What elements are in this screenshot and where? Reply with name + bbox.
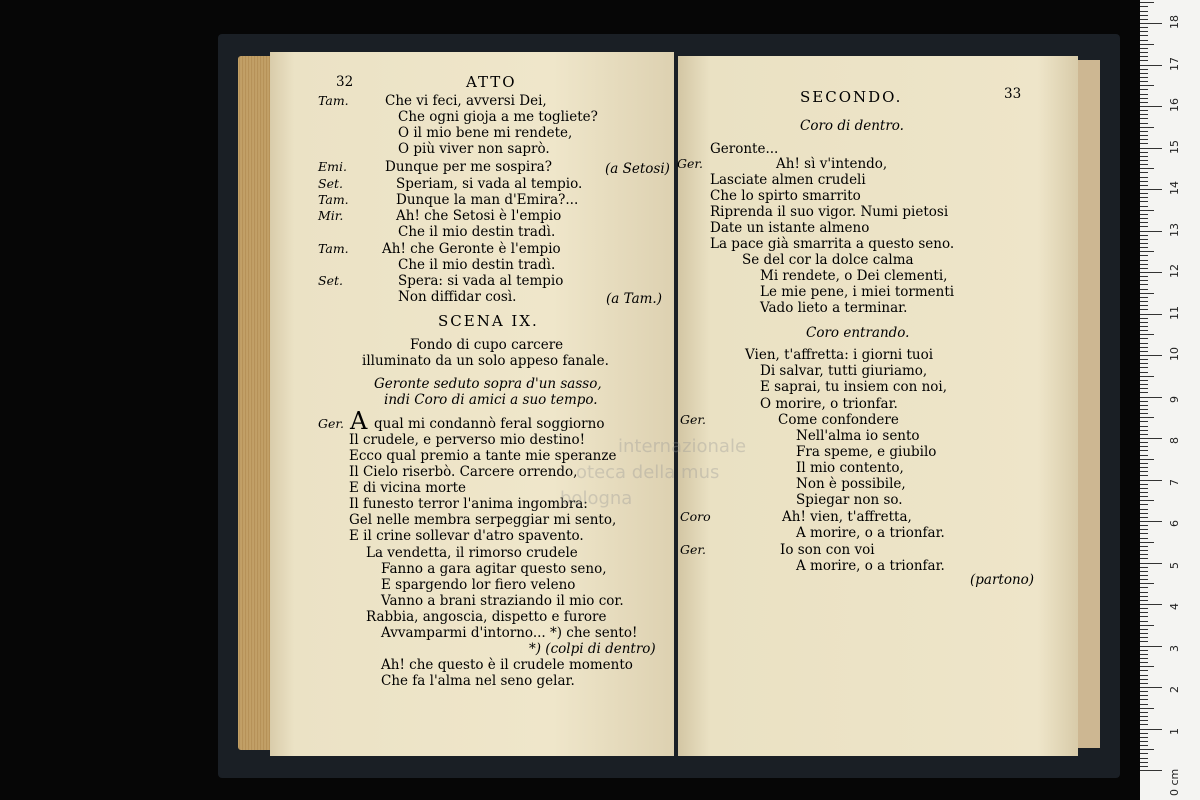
watermark-text: bologna xyxy=(560,488,633,509)
ruler-tick xyxy=(1140,363,1148,364)
speaker-label: Tam. xyxy=(318,192,349,207)
ruler-tick xyxy=(1140,322,1148,323)
ruler-tick xyxy=(1140,384,1148,385)
ruler-tick xyxy=(1140,139,1148,140)
verse-line: Rabbia, angoscia, dispetto e furore xyxy=(366,609,607,625)
ruler-tick xyxy=(1140,280,1148,281)
ruler-tick xyxy=(1140,629,1148,630)
ruler-tick xyxy=(1140,85,1154,86)
verse-line: Non diffidar così. xyxy=(398,289,517,305)
ruler-tick xyxy=(1140,318,1148,319)
ruler-tick xyxy=(1140,430,1148,431)
verse-line: Che lo spirto smarrito xyxy=(710,188,861,204)
ruler-tick xyxy=(1140,143,1148,144)
ruler-tick xyxy=(1140,567,1148,568)
ruler-tick xyxy=(1140,110,1148,111)
ruler-tick xyxy=(1140,679,1148,680)
ruler-tick xyxy=(1140,426,1148,427)
ruler-tick xyxy=(1140,380,1148,381)
stage-direction: (a Tam.) xyxy=(606,291,662,307)
ruler-tick xyxy=(1140,272,1162,273)
drop-cap: A xyxy=(350,407,368,435)
ruler-tick xyxy=(1140,231,1162,232)
ruler-tick xyxy=(1140,247,1148,248)
verse-line: Non è possibile, xyxy=(796,476,906,492)
ruler-tick xyxy=(1140,691,1148,692)
right-page-edge xyxy=(1076,60,1100,748)
ruler-tick xyxy=(1140,276,1148,277)
ruler-tick xyxy=(1140,181,1148,182)
ruler-label: 2 xyxy=(1168,686,1181,693)
verse-line: Ah! sì v'intendo, xyxy=(776,156,888,172)
ruler-tick xyxy=(1140,255,1148,256)
ruler-tick xyxy=(1140,770,1162,771)
ruler-tick xyxy=(1140,450,1148,451)
ruler-label: 18 xyxy=(1168,15,1181,29)
ruler-tick xyxy=(1140,148,1162,149)
ruler-tick xyxy=(1140,525,1148,526)
verse-line: Il crudele, e perverso mio destino! xyxy=(349,432,586,448)
ruler-label: 0 cm xyxy=(1168,768,1181,796)
verse-line: Che vi feci, avversi Dei, xyxy=(385,93,547,109)
ruler-tick xyxy=(1140,114,1148,115)
speaker-label: Ger. xyxy=(677,156,703,171)
ruler-tick xyxy=(1140,733,1148,734)
speaker-label: Ger. xyxy=(680,412,706,427)
ruler-tick xyxy=(1140,264,1148,265)
verse-line: Che il mio destin tradì. xyxy=(398,257,556,273)
verse-line: E il crine sollevar d'atro spavento. xyxy=(349,528,584,544)
ruler-tick xyxy=(1140,260,1148,261)
verse-line: O più viver non saprò. xyxy=(398,141,550,157)
ruler-tick xyxy=(1140,641,1148,642)
verse-line: Mi rendete, o Dei clementi, xyxy=(760,268,948,284)
ruler-tick xyxy=(1140,235,1148,236)
ruler-tick xyxy=(1140,48,1148,49)
ruler-tick xyxy=(1140,563,1162,564)
verse-line: Gel nelle membra serpeggiar mi sento, xyxy=(349,512,617,528)
stage-direction-line: indi Coro di amici a suo tempo. xyxy=(384,392,598,408)
verse-line: Vanno a brani straziando il mio cor. xyxy=(381,593,624,609)
measuring-ruler xyxy=(1140,0,1200,800)
ruler-tick xyxy=(1140,654,1148,655)
ruler-tick xyxy=(1140,106,1162,107)
verse-line: Le mie pene, i miei tormenti xyxy=(760,284,955,300)
verse-line: La pace già smarrita a questo seno. xyxy=(710,236,955,252)
ruler-tick xyxy=(1140,675,1148,676)
ruler-tick xyxy=(1140,214,1148,215)
ruler-tick xyxy=(1140,301,1148,302)
ruler-tick xyxy=(1140,438,1162,439)
ruler-tick xyxy=(1140,646,1162,647)
ruler-tick xyxy=(1140,554,1148,555)
ruler-tick xyxy=(1140,504,1148,505)
ruler-tick xyxy=(1140,81,1148,82)
ruler-tick xyxy=(1140,409,1148,410)
ruler-tick xyxy=(1140,401,1148,402)
ruler-tick xyxy=(1140,19,1148,20)
ruler-tick xyxy=(1140,193,1148,194)
ruler-tick xyxy=(1140,152,1148,153)
stage-direction: Coro di dentro. xyxy=(800,118,904,134)
ruler-tick xyxy=(1140,704,1148,705)
ruler-tick xyxy=(1140,127,1154,128)
stage-direction: (partono) xyxy=(970,572,1035,588)
ruler-tick xyxy=(1140,351,1148,352)
page-header-atto: ATTO xyxy=(466,73,517,91)
verse-line: Speriam, si vada al tempio. xyxy=(396,176,583,192)
ruler-tick xyxy=(1140,529,1148,530)
ruler-tick xyxy=(1140,98,1148,99)
ruler-tick xyxy=(1140,69,1148,70)
stage-direction: Coro entrando. xyxy=(806,325,910,341)
ruler-tick xyxy=(1140,637,1148,638)
ruler-tick xyxy=(1140,226,1148,227)
ruler-tick xyxy=(1140,197,1148,198)
ruler-tick xyxy=(1140,65,1162,66)
verse-line: Che fa l'alma nel seno gelar. xyxy=(381,673,575,689)
ruler-tick xyxy=(1140,575,1148,576)
ruler-tick xyxy=(1140,550,1148,551)
ruler-label: 17 xyxy=(1168,56,1181,71)
verse-line: Riprenda il suo vigor. Numi pietosi xyxy=(710,204,949,220)
ruler-tick xyxy=(1140,94,1148,95)
ruler-tick xyxy=(1140,367,1148,368)
ruler-tick xyxy=(1140,488,1148,489)
ruler-tick xyxy=(1140,608,1148,609)
ruler-tick xyxy=(1140,766,1148,767)
ruler-tick xyxy=(1140,309,1148,310)
ruler-tick xyxy=(1140,621,1148,622)
ruler-tick xyxy=(1140,596,1148,597)
ruler-tick xyxy=(1140,218,1148,219)
ruler-tick xyxy=(1140,172,1148,173)
verse-line: Lasciate almen crudeli xyxy=(710,172,866,188)
speaker-label: Mir. xyxy=(318,208,344,223)
ruler-tick xyxy=(1140,347,1148,348)
ruler-tick xyxy=(1140,397,1162,398)
ruler-tick xyxy=(1140,509,1148,510)
ruler-tick xyxy=(1140,484,1148,485)
ruler-tick xyxy=(1140,222,1148,223)
ruler-tick xyxy=(1140,6,1148,7)
ruler-tick xyxy=(1140,716,1148,717)
ruler-tick xyxy=(1140,297,1148,298)
ruler-tick xyxy=(1140,185,1148,186)
verse-line: Dunque la man d'Emira?... xyxy=(396,192,579,208)
ruler-tick xyxy=(1140,658,1148,659)
ruler-tick xyxy=(1140,388,1148,389)
ruler-tick xyxy=(1140,712,1148,713)
ruler-tick xyxy=(1140,699,1148,700)
ruler-tick xyxy=(1140,293,1154,294)
ruler-tick xyxy=(1140,23,1162,24)
ruler-tick xyxy=(1140,314,1162,315)
ruler-tick xyxy=(1140,56,1148,57)
ruler-tick xyxy=(1140,372,1148,373)
ruler-tick xyxy=(1140,650,1148,651)
ruler-tick xyxy=(1140,77,1148,78)
ruler-tick xyxy=(1140,284,1148,285)
page-edges xyxy=(238,56,274,750)
ruler-tick xyxy=(1140,475,1148,476)
ruler-label: 6 xyxy=(1168,520,1181,527)
ruler-tick xyxy=(1140,533,1148,534)
verse-line: Io son con voi xyxy=(780,542,875,558)
ruler-tick xyxy=(1140,135,1148,136)
ruler-tick xyxy=(1140,156,1148,157)
ruler-tick xyxy=(1140,251,1154,252)
page-header-secondo: SECONDO. xyxy=(800,88,903,106)
ruler-label: 8 xyxy=(1168,437,1181,444)
ruler-tick xyxy=(1140,60,1148,61)
ruler-tick xyxy=(1140,434,1148,435)
ruler-tick xyxy=(1140,35,1148,36)
footnote-colpi: *) (colpi di dentro) xyxy=(529,641,656,657)
ruler-tick xyxy=(1140,177,1148,178)
stage-direction: (a Setosi) xyxy=(605,161,670,177)
ruler-tick xyxy=(1140,268,1148,269)
ruler-tick xyxy=(1140,753,1148,754)
ruler-tick xyxy=(1140,243,1148,244)
verse-line: E spargendo lor fiero veleno xyxy=(381,577,576,593)
ruler-tick xyxy=(1140,343,1148,344)
scene-heading: SCENA IX. xyxy=(438,312,539,330)
verse-line: Fanno a gara agitar questo seno, xyxy=(381,561,607,577)
speaker-label: Set. xyxy=(318,273,343,288)
ruler-tick xyxy=(1140,612,1148,613)
ruler-label: 3 xyxy=(1168,644,1181,652)
speaker-label: Tam. xyxy=(318,93,349,108)
ruler-tick xyxy=(1140,521,1162,522)
speaker-label: Ger. xyxy=(318,416,344,431)
scene-setting-line: Fondo di cupo carcere xyxy=(410,337,564,353)
ruler-label: 10 xyxy=(1168,347,1181,361)
ruler-tick xyxy=(1140,239,1148,240)
ruler-tick xyxy=(1140,330,1148,331)
ruler-tick xyxy=(1140,662,1148,663)
verse-line: Vien, t'affretta: i giorni tuoi xyxy=(745,347,934,363)
ruler-tick xyxy=(1140,708,1154,709)
ruler-label: 9 xyxy=(1168,395,1181,403)
ruler-tick xyxy=(1140,724,1148,725)
verse-line: Fra speme, e giubilo xyxy=(796,444,937,460)
verse-line: qual mi condannò feral soggiorno xyxy=(374,416,605,432)
ruler-tick xyxy=(1140,571,1148,572)
ruler-tick xyxy=(1140,583,1154,584)
verse-line: Date un istante almeno xyxy=(710,220,870,236)
ruler-tick xyxy=(1140,687,1162,688)
ruler-tick xyxy=(1140,758,1148,759)
ruler-tick xyxy=(1140,123,1148,124)
ruler-tick xyxy=(1140,206,1148,207)
ruler-tick xyxy=(1140,517,1148,518)
verse-line: Dunque per me sospira? xyxy=(385,159,552,175)
ruler-tick xyxy=(1140,421,1148,422)
page-number-left: 32 xyxy=(336,74,354,90)
ruler-tick xyxy=(1140,11,1148,12)
verse-line: Spiegar non so. xyxy=(796,492,903,508)
ruler-tick xyxy=(1140,413,1148,414)
ruler-tick xyxy=(1140,44,1154,45)
stage-direction-line: Geronte seduto sopra d'un sasso, xyxy=(374,376,602,392)
ruler-tick xyxy=(1140,455,1148,456)
watermark-text: internazionale xyxy=(618,436,747,457)
ruler-tick xyxy=(1140,160,1148,161)
ruler-tick xyxy=(1140,131,1148,132)
verse-line: Di salvar, tutti giuriamo, xyxy=(760,363,928,379)
ruler-tick xyxy=(1140,201,1148,202)
speaker-label: Tam. xyxy=(318,241,349,256)
speaker-label: Ger. xyxy=(680,542,706,557)
watermark-text: oteca della mus xyxy=(576,462,720,483)
verse-line: Spera: si vada al tempio xyxy=(398,273,564,289)
ruler-tick xyxy=(1140,666,1154,667)
ruler-tick xyxy=(1140,720,1148,721)
ruler-tick xyxy=(1140,579,1148,580)
verse-line: Ah! vien, t'affretta, xyxy=(782,509,912,525)
ruler-label: 14 xyxy=(1168,181,1181,195)
ruler-tick xyxy=(1140,471,1148,472)
verse-line: Vado lieto a terminar. xyxy=(760,300,908,316)
ruler-tick xyxy=(1140,467,1148,468)
ruler-tick xyxy=(1140,164,1148,165)
ruler-tick xyxy=(1140,355,1162,356)
ruler-tick xyxy=(1140,741,1148,742)
ruler-label: 4 xyxy=(1168,603,1181,610)
ruler-tick xyxy=(1140,89,1148,90)
ruler-tick xyxy=(1140,463,1148,464)
speaker-label: Emi. xyxy=(318,159,347,174)
ruler-label: 16 xyxy=(1168,98,1181,112)
ruler-tick xyxy=(1140,625,1154,626)
verse-line: Se del cor la dolce calma xyxy=(742,252,914,268)
speaker-label: Coro xyxy=(680,509,711,524)
speaker-label: Set. xyxy=(318,176,343,191)
ruler-tick xyxy=(1140,15,1148,16)
verse-line: Il Cielo riserbò. Carcere orrendo, xyxy=(349,464,578,480)
ruler-tick xyxy=(1140,326,1148,327)
verse-line: Che ogni gioja a me togliete? xyxy=(398,109,598,125)
ruler-tick xyxy=(1140,500,1154,501)
ruler-label: 12 xyxy=(1168,264,1181,278)
verse-line: Ah! che Setosi è l'empio xyxy=(396,208,562,224)
verse-line: Ecco qual premio a tante mie speranze xyxy=(349,448,617,464)
ruler-label: 11 xyxy=(1168,305,1181,320)
verse-line: La vendetta, il rimorso crudele xyxy=(366,545,578,561)
ruler-tick xyxy=(1140,616,1148,617)
ruler-tick xyxy=(1140,683,1148,684)
ruler-tick xyxy=(1140,749,1154,750)
ruler-tick xyxy=(1140,359,1148,360)
ruler-tick xyxy=(1140,52,1148,53)
verse-line: E saprai, tu insiem con noi, xyxy=(760,379,948,395)
ruler-tick xyxy=(1140,542,1154,543)
ruler-tick xyxy=(1140,695,1148,696)
ruler-tick xyxy=(1140,600,1148,601)
ruler-label: 13 xyxy=(1168,222,1181,237)
ruler-tick xyxy=(1140,168,1154,169)
ruler-tick xyxy=(1140,27,1148,28)
verse-line: O il mio bene mi rendete, xyxy=(398,125,573,141)
ruler-tick xyxy=(1140,289,1148,290)
ruler-tick xyxy=(1140,376,1154,377)
ruler-tick xyxy=(1140,729,1162,730)
verse-line: E di vicina morte xyxy=(349,480,467,496)
verse-line: Avvamparmi d'intorno... *) che sento! xyxy=(381,625,638,641)
ruler-tick xyxy=(1140,405,1148,406)
verse-line: Ah! che questo è il crudele momento xyxy=(381,657,633,673)
ruler-tick xyxy=(1140,73,1148,74)
verse-line: Come confondere xyxy=(778,412,899,428)
ruler-tick xyxy=(1140,492,1148,493)
ruler-label: 5 xyxy=(1168,561,1181,569)
verse-line: Il mio contento, xyxy=(796,460,904,476)
ruler-tick xyxy=(1140,338,1148,339)
ruler-tick xyxy=(1140,305,1148,306)
ruler-tick xyxy=(1140,558,1148,559)
ruler-tick xyxy=(1140,2,1154,3)
verse-line: Geronte... xyxy=(710,141,779,157)
ruler-tick xyxy=(1140,604,1162,605)
page-number-right: 33 xyxy=(1004,86,1022,102)
ruler-tick xyxy=(1140,189,1162,190)
ruler-tick xyxy=(1140,513,1148,514)
ruler-tick xyxy=(1140,40,1148,41)
verse-line: Il funesto terror l'anima ingombra: xyxy=(349,496,588,512)
ruler-label: 15 xyxy=(1168,139,1181,154)
ruler-tick xyxy=(1140,546,1148,547)
ruler-tick xyxy=(1140,334,1154,335)
ruler-tick xyxy=(1140,633,1148,634)
verse-line: Nell'alma io sento xyxy=(796,428,920,444)
ruler-tick xyxy=(1140,670,1148,671)
ruler-tick xyxy=(1140,442,1148,443)
verse-line: Che il mio destin tradì. xyxy=(398,224,556,240)
ruler-tick xyxy=(1140,31,1148,32)
ruler-tick xyxy=(1140,762,1148,763)
ruler-label: 1 xyxy=(1168,727,1181,735)
ruler-tick xyxy=(1140,392,1148,393)
ruler-tick xyxy=(1140,459,1154,460)
ruler-tick xyxy=(1140,745,1148,746)
ruler-tick xyxy=(1140,417,1154,418)
verse-line: A morire, o a trionfar. xyxy=(796,558,945,574)
ruler-tick xyxy=(1140,538,1148,539)
ruler-tick xyxy=(1140,587,1148,588)
ruler-tick xyxy=(1140,480,1162,481)
ruler-tick xyxy=(1140,210,1154,211)
ruler-label: 7 xyxy=(1168,478,1181,486)
ruler-tick xyxy=(1140,496,1148,497)
ruler-tick xyxy=(1140,446,1148,447)
scene-setting-line: illuminato da un solo appeso fanale. xyxy=(362,353,609,369)
ruler-tick xyxy=(1140,102,1148,103)
ruler-tick xyxy=(1140,118,1148,119)
ruler-tick xyxy=(1140,592,1148,593)
verse-line: A morire, o a trionfar. xyxy=(796,525,945,541)
verse-line: Ah! che Geronte è l'empio xyxy=(382,241,561,257)
ruler-tick xyxy=(1140,737,1148,738)
verse-line: O morire, o trionfar. xyxy=(760,396,898,412)
